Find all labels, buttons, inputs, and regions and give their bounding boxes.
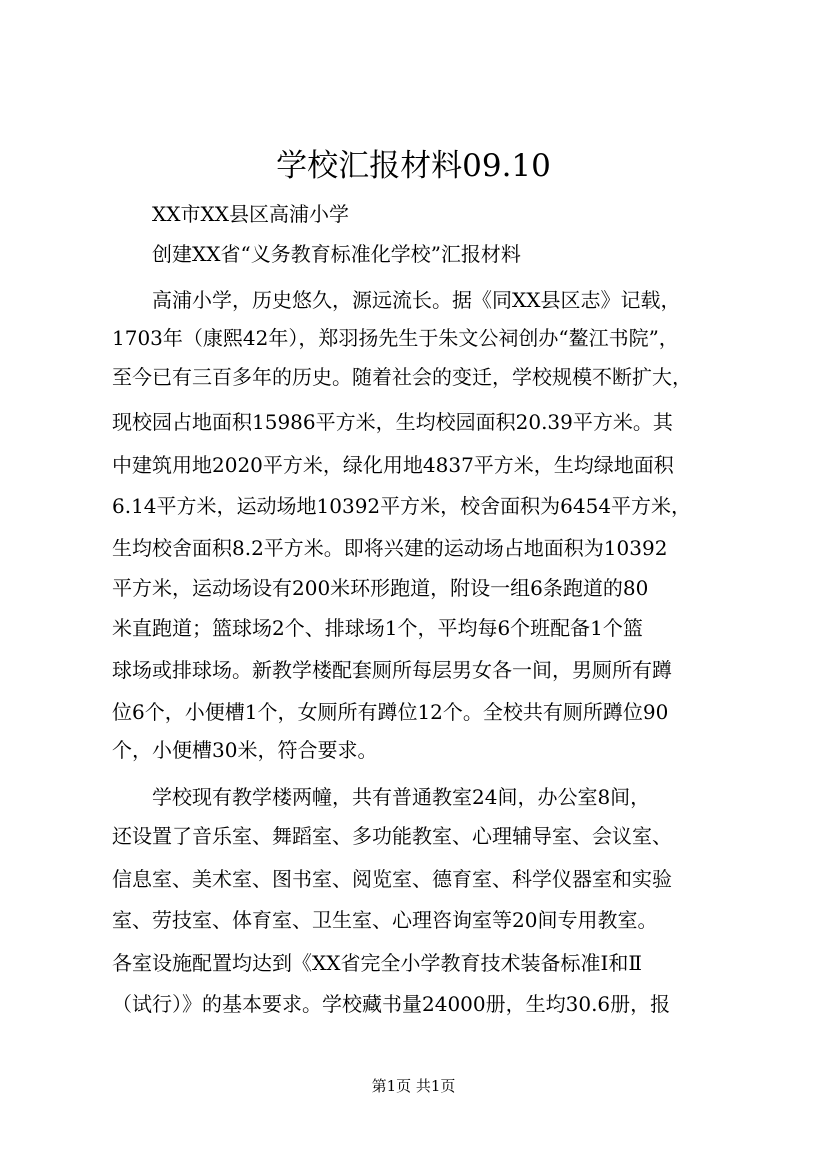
paragraph-line: 位6个，小便槽1个，女厕所有蹲位12个。全校共有厕所蹲位90 [112, 700, 669, 724]
paragraph-line: 至今已有三百多年的历史。随着社会的变迁，学校规模不断扩大， [112, 365, 692, 389]
page-number-footer: 第1页 共1页 [371, 1077, 456, 1095]
paragraph-line: 高浦小学，历史悠久，源远流长。据《同XX县区志》记载， [152, 288, 681, 312]
paragraph-line: 米直跑道；篮球场2个、排球场1个，平均每6个班配备1个篮 [112, 616, 643, 640]
paragraph-line: 信息室、美术室、图书室、阅览室、德育室、科学仪器室和实验 [112, 867, 672, 891]
paragraph-line: 学校现有教学楼两幢，共有普通教室24间，办公室8间， [152, 785, 651, 809]
paragraph-line: （试行）》的基本要求。学校藏书量24000册，生均30.6册，报 [112, 992, 671, 1016]
paragraph-line: 中建筑用地2020平方米，绿化用地4837平方米，生均绿地面积 [112, 453, 674, 477]
paragraph-line: 平方米，运动场设有200米环形跑道，附设一组6条跑道的80 [112, 576, 649, 600]
paragraph-line: 室、劳技室、体育室、卫生室、心理咨询室等20间专用教室。 [112, 908, 658, 932]
paragraph-line: 6.14平方米，运动场地10392平方米，校舍面积为6454平方米， [112, 494, 692, 518]
paragraph-line: 现校园占地面积15986平方米，生均校园面积20.39平方米。其 [112, 410, 673, 434]
school-name-line: XX市XX县区高浦小学 [152, 202, 349, 226]
paragraph-line: 还设置了音乐室、舞蹈室、多功能教室、心理辅导室、会议室、 [112, 824, 672, 848]
paragraph-line: 球场或排球场。新教学楼配套厕所每层男女各一间，男厕所有蹲 [112, 658, 672, 682]
paragraph-line: 生均校舍面积8.2平方米。即将兴建的运动场占地面积为10392 [112, 536, 668, 560]
document-title: 学校汇报材料09.10 [276, 148, 551, 184]
paragraph-line: 各室设施配置均达到《XX省完全小学教育技术装备标准Ⅰ和Ⅱ [112, 951, 642, 975]
report-subtitle-line: 创建XX省“义务教育标准化学校”汇报材料 [152, 242, 521, 266]
paragraph-line: 1703年（康熙42年），郑羽扬先生于朱文公祠创办“鳌江书院”， [112, 326, 679, 350]
paragraph-line: 个，小便槽30米，符合要求。 [112, 738, 378, 762]
